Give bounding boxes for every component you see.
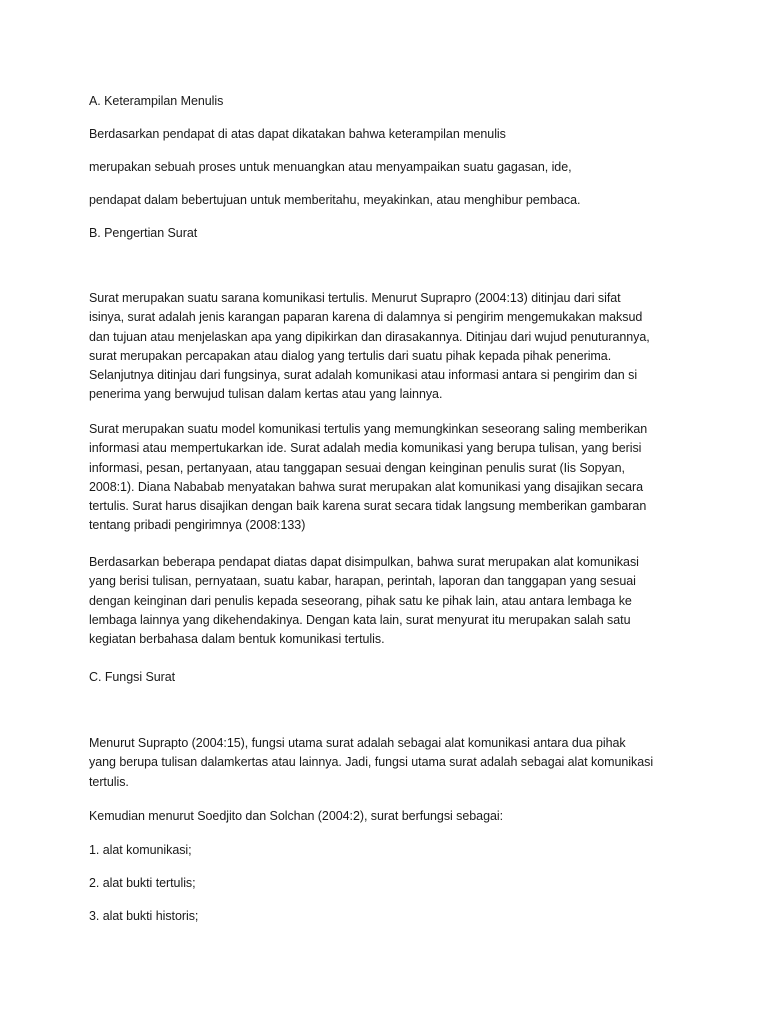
section-c-paragraph-2: Kemudian menurut Soedjito dan Solchan (2004:2), surat berfungsi sebagai: (89, 809, 504, 823)
section-a-heading: A. Keterampilan Menulis (89, 94, 224, 108)
section-c-paragraph-1: Menurut Suprapto (2004:15), fungsi utama surat adalah sebagai alat komunikasi antara dua pihak yang berupa tulisan dalamkertas atau lainnya. Jadi, fungsi utama surat adalah sebagai alat komunikasi tertulis. (89, 736, 654, 789)
section-a-line-2: merupakan sebuah proses untuk menuangkan atau menyampaikan suatu gagasan, ide, (89, 160, 572, 174)
list-item: 2. alat bukti tertulis; (89, 876, 196, 890)
list-item: 1. alat komunikasi; (89, 843, 192, 857)
section-a-line-3: pendapat dalam bebertujuan untuk memberitahu, meyakinkan, atau menghibur pembaca. (89, 193, 581, 207)
list-item: 3. alat bukti historis; (89, 909, 199, 923)
section-c-heading: C. Fungsi Surat (89, 670, 176, 684)
section-b-paragraph-3: Berdasarkan beberapa pendapat diatas dapat disimpulkan, bahwa surat merupakan alat komunikasi yang berisi tulisan, pernyataan, suatu kabar, harapan, perintah, laporan dan tanggapan yang sesuai dengan keinginan dari penulis kepada seseorang, pihak satu ke pihak lain, atau antara lembaga ke lembaga lainnya yang dikehendakinya. Dengan kata lain, surat menyurat itu merupakan salah satu kegiatan berbahasa dalam bentuk komunikasi tertulis. (89, 555, 639, 647)
section-b-heading: B. Pengertian Surat (89, 226, 198, 240)
section-a-line-1: Berdasarkan pendapat di atas dapat dikatakan bahwa keterampilan menulis (89, 127, 506, 141)
section-b-paragraph-2: Surat merupakan suatu model komunikasi tertulis yang memungkinkan seseorang saling memberikan informasi atau mempertukarkan ide. Surat adalah media komunikasi yang berupa tulisan, yang berisi informasi, pesan, pertanyaan, atau tanggapan sesuai dengan keinginan penulis surat (Iis Sopyan, 2008:1). Diana Nababab menyatakan bahwa surat merupakan alat komunikasi yang disajikan secara tertulis. Surat harus disajikan dengan baik karena surat secara tidak langsung memberikan gambaran tentang pribadi pengirimnya (2008:133) (89, 422, 648, 533)
section-b-paragraph-1: Surat merupakan suatu sarana komunikasi tertulis. Menurut Suprapro (2004:13) ditinjau dari sifat isinya, surat adalah jenis karangan paparan karena di dalamnya si pengirim mengemukakan maksud dan tujuan atau menjelaskan apa yang dipikirkan dan dirasakannya. Ditinjau dari wujud penuturannya, surat merupakan percapakan atau dialog yang tertulis dari suatu pihak kepada pihak penerima. Selanjutnya ditinjau dari fungsinya, surat adalah komunikasi atau informasi antara si pengirim dan si penerima yang berwujud tulisan dalam kertas atau yang lainnya. (89, 291, 650, 402)
